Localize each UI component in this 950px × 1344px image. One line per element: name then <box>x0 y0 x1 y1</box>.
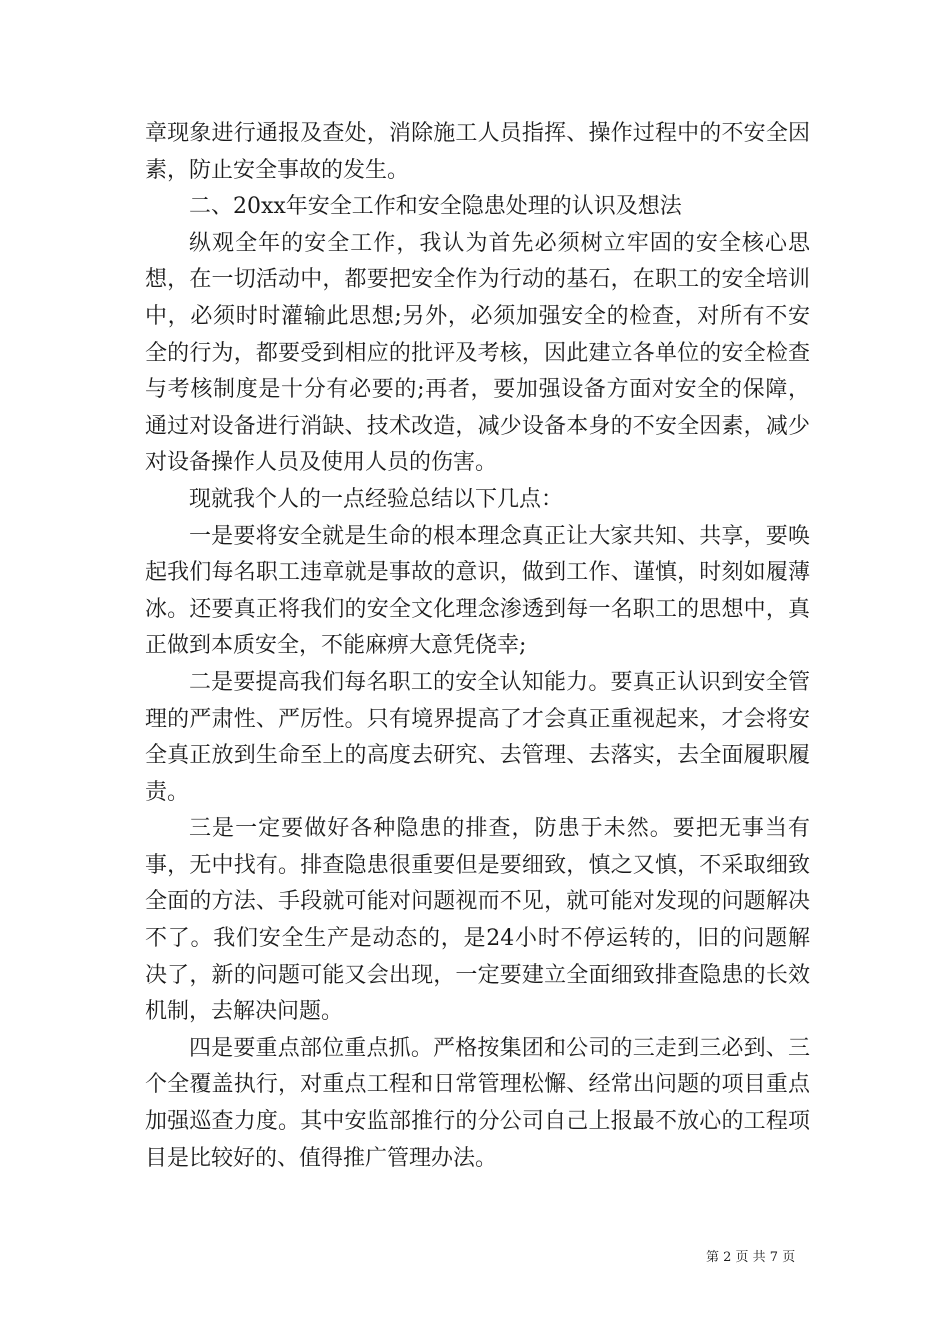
paragraph-1: 章现象进行通报及查处，消除施工人员指挥、操作过程中的不安全因素，防止安全事故的发生。 <box>145 121 810 183</box>
paragraph-6: 二是要提高我们每名职工的安全认知能力。要真正认识到安全管理的严肃性、严厉性。只有境界提高了才会真正重视起来，才会将安全真正放到生命至上的高度去研究、去管理、去落实，去全面履职履责。 <box>145 669 810 805</box>
paragraph-3: 纵观全年的安全工作，我认为首先必须树立牢固的安全核心思想，在一切活动中，都要把安全作为行动的基石，在职工的安全培训中，必须时时灌输此思想;另外，必须加强安全的检查，对所有不安全的行为，都要受到相应的批评及考核，因此建立各单位的安全检查与考核制度是十分有必要的;再者，要加强设备方面对安全的保障，通过对设备进行消缺、技术改造，减少设备本身的不安全因素，减少对设备操作人员及使用人员的伤害。 <box>145 230 810 476</box>
paragraph-7: 三是一定要做好各种隐患的排查，防患于未然。要把无事当有事，无中找有。排查隐患很重要但是要细致，慎之又慎，不采取细致全面的方法、手段就可能对问题视而不见，就可能对发现的问题解决不了。我们安全生产是动态的，是24小时不停运转的，旧的问题解决了，新的问题可能又会出现，一定要建立全面细致排查隐患的长效机制，去解决问题。 <box>145 816 810 1025</box>
section-heading: 二、20xx年安全工作和安全隐患处理的认识及想法 <box>189 194 682 220</box>
paragraph-5: 一是要将安全就是生命的根本理念真正让大家共知、共享，要唤起我们每名职工违章就是事故的意识，做到工作、谨慎，时刻如履薄冰。还要真正将我们的安全文化理念渗透到每一名职工的思想中，真正做到本质安全，不能麻痹大意凭侥幸; <box>145 523 810 659</box>
paragraph-8: 四是要重点部位重点抓。严格按集团和公司的三走到三必到、三个全覆盖执行，对重点工程和日常管理松懈、经常出问题的项目重点加强巡查力度。其中安监部推行的分公司自己上报最不放心的工程项目是比较好的、值得推广管理办法。 <box>145 1035 810 1171</box>
document-body <box>145 116 810 1177</box>
page-number: 第 2 页 共 7 页 <box>706 1250 796 1265</box>
paragraph-4: 现就我个人的一点经验总结以下几点： <box>189 486 564 512</box>
